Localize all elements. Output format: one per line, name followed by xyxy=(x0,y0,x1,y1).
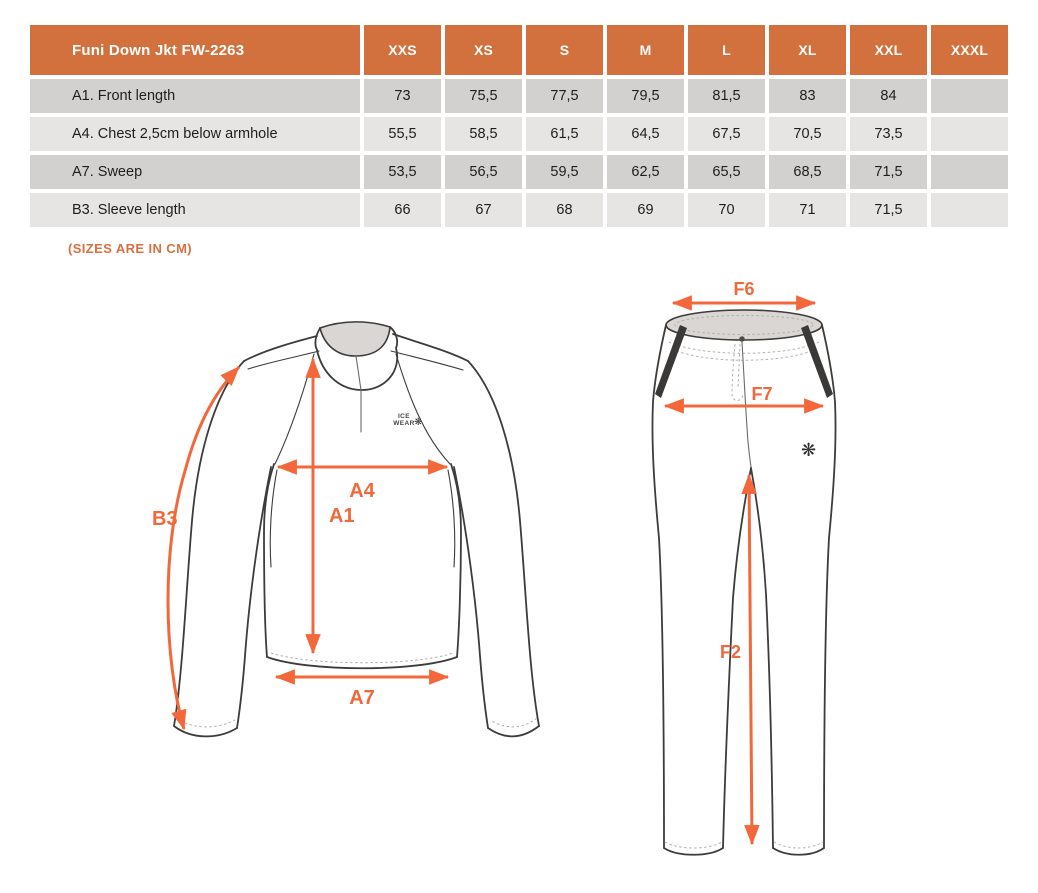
table-title: Funi Down Jkt FW-2263 xyxy=(30,25,360,75)
brand-logo-line2: WEAR xyxy=(393,420,415,427)
size-header-cell: XL xyxy=(769,25,846,75)
row-label: A4. Chest 2,5cm below armhole xyxy=(30,117,360,151)
size-header-cell: XS xyxy=(445,25,522,75)
row-label: B3. Sleeve length xyxy=(30,193,360,227)
row-label: A7. Sweep xyxy=(30,155,360,189)
f6-label: F6 xyxy=(733,279,755,299)
size-header-cell: M xyxy=(607,25,684,75)
value-cell: 58,5 xyxy=(445,117,522,151)
brand-snowflake-icon: ❋ xyxy=(801,440,817,461)
value-cell: 81,5 xyxy=(688,79,765,113)
size-header-cell: XXS xyxy=(364,25,441,75)
value-cell: 70 xyxy=(688,193,765,227)
size-header-cell: L xyxy=(688,25,765,75)
size-table xyxy=(30,25,1008,227)
value-cell: 69 xyxy=(607,193,684,227)
value-cell: 75,5 xyxy=(445,79,522,113)
value-cell: 83 xyxy=(769,79,846,113)
value-cell: 66 xyxy=(364,193,441,227)
value-cell: 64,5 xyxy=(607,117,684,151)
pants-diagram xyxy=(605,276,905,891)
pocket-left xyxy=(655,325,687,398)
value-cell: 62,5 xyxy=(607,155,684,189)
b3-label: B3 xyxy=(152,508,178,530)
collar-split-line xyxy=(356,356,361,390)
value-cell: 67,5 xyxy=(688,117,765,151)
value-cell xyxy=(931,79,1008,113)
pants-outline xyxy=(652,310,835,855)
f7-label: F7 xyxy=(751,384,773,404)
brand-logo-line1: ICE xyxy=(397,413,411,420)
value-cell: 71,5 xyxy=(850,155,927,189)
value-cell: 84 xyxy=(850,79,927,113)
size-header-cell: S xyxy=(526,25,603,75)
value-cell: 73,5 xyxy=(850,117,927,151)
value-cell: 65,5 xyxy=(688,155,765,189)
size-header-cell: XXL xyxy=(850,25,927,75)
f2-arrow xyxy=(749,475,752,844)
value-cell: 67 xyxy=(445,193,522,227)
brand-snowflake-icon: ❋ xyxy=(414,417,423,428)
a4-label: A4 xyxy=(349,480,375,502)
value-cell xyxy=(931,155,1008,189)
value-cell: 79,5 xyxy=(607,79,684,113)
size-header-cell: XXXL xyxy=(931,25,1008,75)
value-cell xyxy=(931,117,1008,151)
value-cell: 71 xyxy=(769,193,846,227)
pants-measure-arrows xyxy=(665,279,823,844)
value-cell: 77,5 xyxy=(526,79,603,113)
waist-opening xyxy=(666,310,822,340)
jacket-diagram xyxy=(146,299,576,774)
row-label: A1. Front length xyxy=(30,79,360,113)
collar-inside xyxy=(320,322,390,356)
value-cell: 61,5 xyxy=(526,117,603,151)
f2-label: F2 xyxy=(719,642,741,662)
value-cell: 56,5 xyxy=(445,155,522,189)
value-cell: 53,5 xyxy=(364,155,441,189)
value-cell: 68 xyxy=(526,193,603,227)
value-cell: 70,5 xyxy=(769,117,846,151)
value-cell: 68,5 xyxy=(769,155,846,189)
value-cell xyxy=(931,193,1008,227)
value-cell: 73 xyxy=(364,79,441,113)
jacket-outline xyxy=(174,322,539,737)
value-cell: 71,5 xyxy=(850,193,927,227)
a1-label: A1 xyxy=(329,505,355,527)
pocket-right xyxy=(801,325,833,398)
value-cell: 55,5 xyxy=(364,117,441,151)
a7-label: A7 xyxy=(349,687,375,709)
b3-arrow xyxy=(168,367,239,729)
value-cell: 59,5 xyxy=(526,155,603,189)
waist-button xyxy=(739,336,744,341)
sizes-unit-note: (SIZES ARE IN CM) xyxy=(68,241,193,256)
